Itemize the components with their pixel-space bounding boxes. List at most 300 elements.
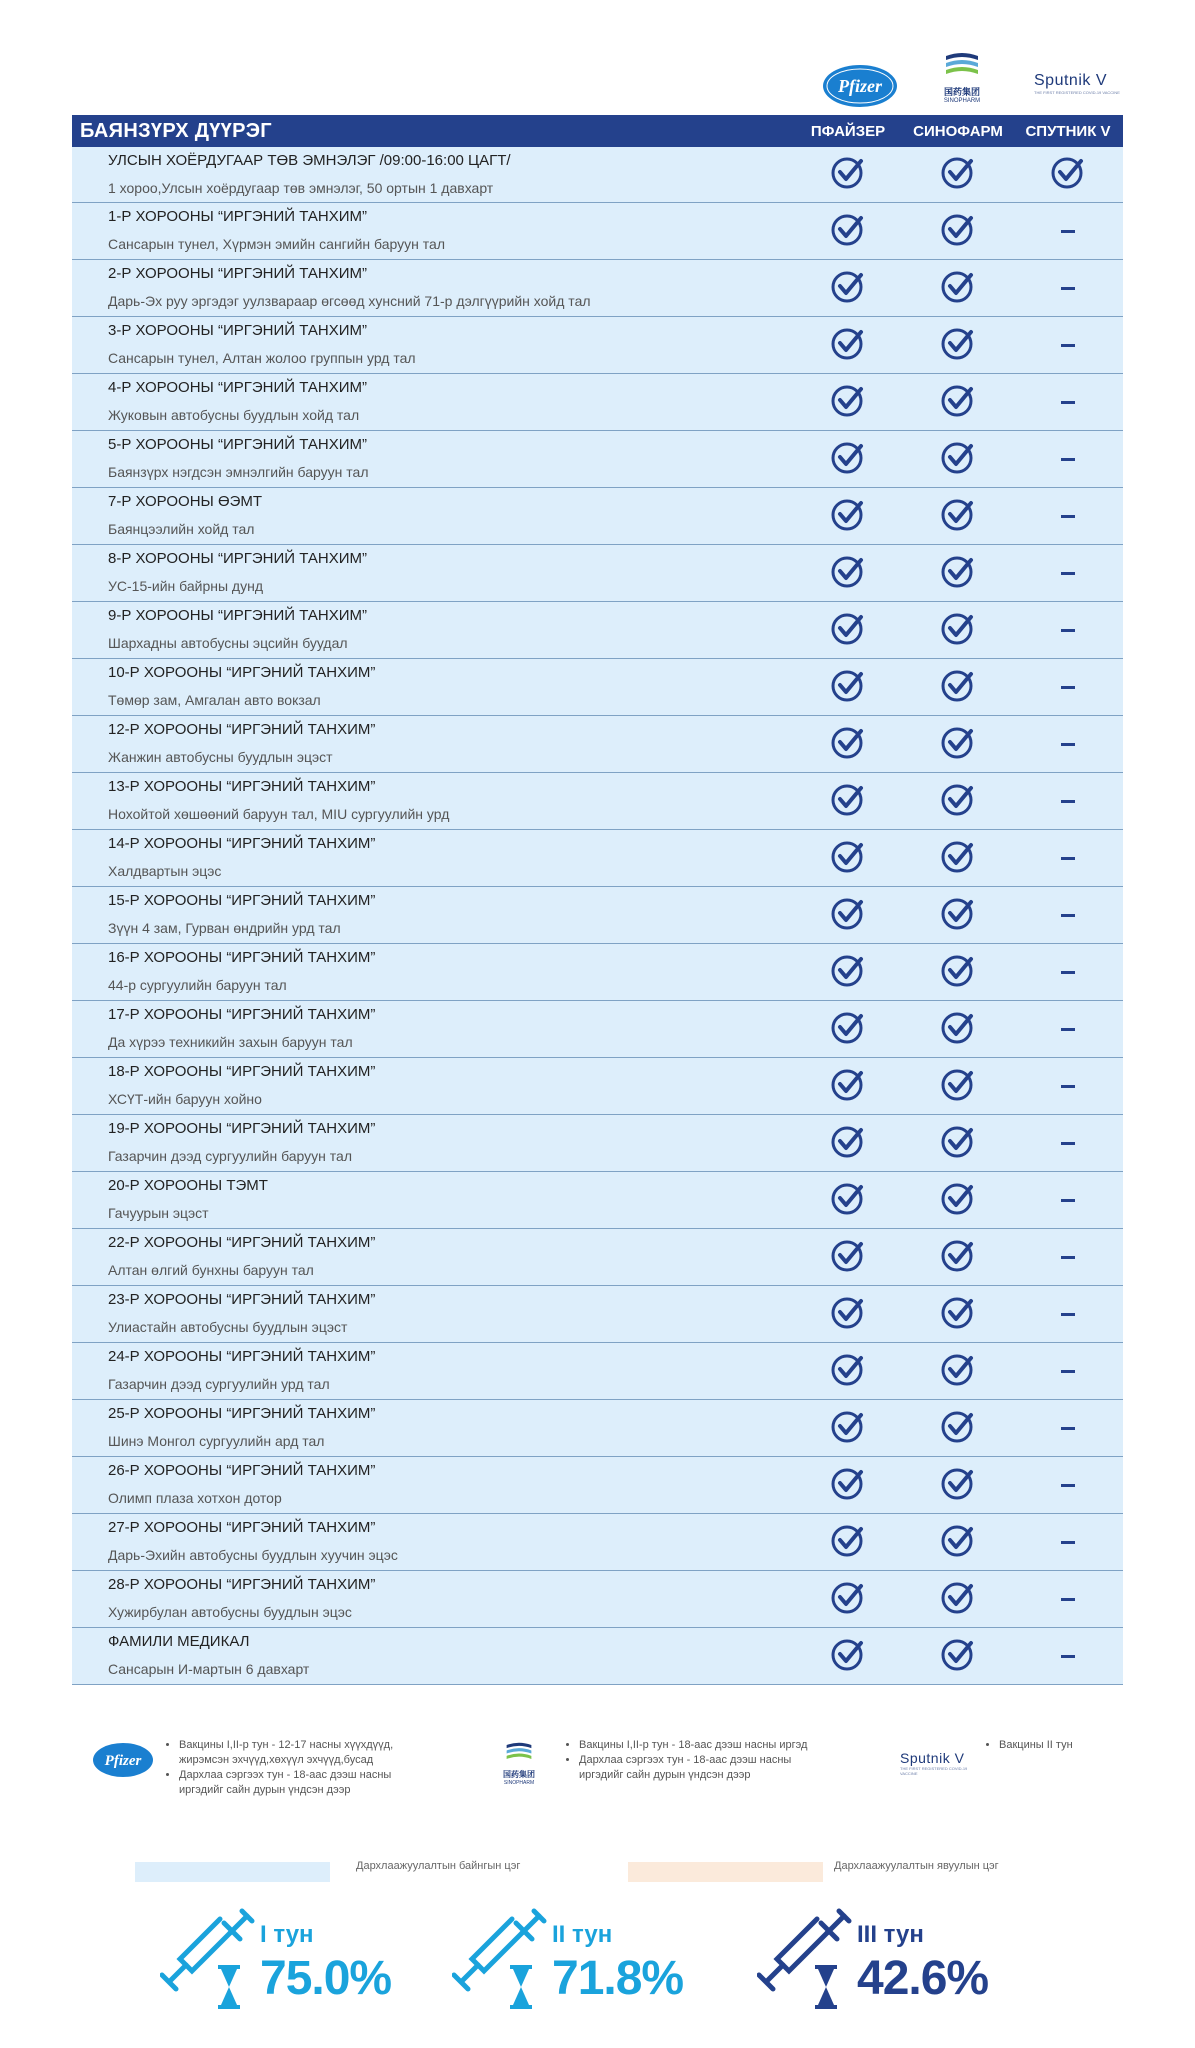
location-address: Дарь-Эх руу эргэдэг уулзвараар өгсөөд хунсний 71-р дэлгүүрийн хойд тал	[108, 293, 591, 309]
sinopharm-cell	[903, 317, 1013, 373]
check-icon	[940, 325, 976, 366]
dash-icon	[1061, 1313, 1075, 1316]
location-name: 24-Р ХОРООНЫ “ИРГЭНИЙ ТАНХИМ”	[108, 1348, 376, 1365]
table-row	[72, 716, 1123, 773]
check-icon	[830, 1408, 866, 1449]
legend-pfizer-item: • Вакцины I,II-р тун - 12-17 насны хүүхдүүд, жирэмсэн эхчүүд,хөхүүл эхчүүд,бусад	[179, 1738, 425, 1768]
sputnik-cell	[1013, 1229, 1123, 1285]
location-address: Газарчин дээд сургуулийн урд тал	[108, 1376, 330, 1392]
check-icon	[940, 610, 976, 651]
sputnik-cell	[1013, 1115, 1123, 1171]
sinopharm-cell	[903, 1457, 1013, 1513]
pfizer-cell	[793, 147, 903, 202]
location-info	[72, 1457, 793, 1513]
sputnik-cell	[1013, 1514, 1123, 1570]
dash-icon	[1061, 1199, 1075, 1202]
location-info	[72, 431, 793, 487]
location-info	[72, 773, 793, 829]
dash-icon	[1061, 1655, 1075, 1658]
sputnik-cell	[1013, 887, 1123, 943]
district-title: БАЯНЗҮРХ ДҮҮРЭГ	[80, 119, 272, 142]
location-name: 28-Р ХОРООНЫ “ИРГЭНИЙ ТАНХИМ”	[108, 1576, 376, 1593]
location-address: Сансарын тунел, Алтан жолоо группын урд тал	[108, 350, 416, 366]
location-info	[72, 1229, 793, 1285]
location-name: ФАМИЛИ МЕДИКАЛ	[108, 1633, 250, 1650]
sinopharm-cell	[903, 431, 1013, 487]
sputnik-cell	[1013, 1001, 1123, 1057]
sinopharm-cell	[903, 1343, 1013, 1399]
pfizer-cell	[793, 260, 903, 316]
sinopharm-cell	[903, 545, 1013, 601]
check-icon	[830, 382, 866, 423]
pfizer-cell	[793, 944, 903, 1000]
check-icon	[830, 952, 866, 993]
location-name: 20-Р ХОРООНЫ ТЭМТ	[108, 1177, 268, 1194]
location-name: 5-Р ХОРООНЫ “ИРГЭНИЙ ТАНХИМ”	[108, 436, 367, 453]
location-info	[72, 716, 793, 772]
dash-icon	[1061, 458, 1075, 461]
location-info	[72, 317, 793, 373]
legend-sino-item: • Вакцины I,II-р тун - 18-аас дээш насны иргэд	[579, 1738, 825, 1753]
pfizer-cell	[793, 203, 903, 259]
stat-dose-3	[757, 1905, 1017, 2015]
location-name: 18-Р ХОРООНЫ “ИРГЭНИЙ ТАНХИМ”	[108, 1063, 376, 1080]
sinopharm-cell	[903, 203, 1013, 259]
location-name: 17-Р ХОРООНЫ “ИРГЭНИЙ ТАНХИМ”	[108, 1006, 376, 1023]
dash-icon	[1061, 743, 1075, 746]
location-name: УЛСЫН ХОЁРДУГААР ТӨВ ЭМНЭЛЭГ /09:00-16:00 ЦАГТ/	[108, 152, 511, 169]
check-icon	[940, 154, 976, 195]
legend-sputnik-item: • Вакцины II тун	[999, 1738, 1135, 1753]
table-row	[72, 203, 1123, 260]
location-address: Да хүрээ техникийн захын баруун тал	[108, 1034, 353, 1050]
check-icon	[940, 496, 976, 537]
sinopharm-cell	[903, 260, 1013, 316]
check-icon	[830, 154, 866, 195]
col-sputnik: СПУТНИК V	[1025, 122, 1111, 140]
sinopharm-cell	[903, 1571, 1013, 1627]
legend-sino-en: SINOPHARM	[503, 1780, 535, 1786]
location-name: 12-Р ХОРООНЫ “ИРГЭНИЙ ТАНХИМ”	[108, 721, 376, 738]
col-pfizer: ПФАЙЗЕР	[810, 122, 886, 140]
table-body	[72, 147, 1123, 1685]
check-icon	[830, 1522, 866, 1563]
location-name: 14-Р ХОРООНЫ “ИРГЭНИЙ ТАНХИМ”	[108, 835, 376, 852]
location-name: 2-Р ХОРООНЫ “ИРГЭНИЙ ТАНХИМ”	[108, 265, 367, 282]
sputnik-cell	[1013, 1172, 1123, 1228]
pfizer-cell	[793, 1571, 903, 1627]
location-address: Гачуурын эцэст	[108, 1205, 209, 1221]
pfizer-cell	[793, 1343, 903, 1399]
check-icon	[830, 1465, 866, 1506]
sputnik-cell	[1013, 659, 1123, 715]
sinopharm-en: SINOPHARM	[943, 98, 981, 104]
sputnik-cell	[1013, 488, 1123, 544]
pfizer-logo-text: Pfizer	[838, 76, 882, 96]
check-icon	[830, 1066, 866, 1107]
sinopharm-cell	[903, 773, 1013, 829]
table-row	[72, 602, 1123, 659]
location-name: 8-Р ХОРООНЫ “ИРГЭНИЙ ТАНХИМ”	[108, 550, 367, 567]
sputnik-cell	[1013, 317, 1123, 373]
sputnik-cell	[1013, 830, 1123, 886]
location-address: Сансарын И-мартын 6 давхарт	[108, 1661, 310, 1677]
table-row	[72, 1571, 1123, 1628]
table-row	[72, 488, 1123, 545]
check-icon	[940, 268, 976, 309]
sputnik-cell	[1013, 1457, 1123, 1513]
location-info	[72, 1628, 793, 1684]
check-icon	[940, 1123, 976, 1164]
sputnik-cell	[1013, 716, 1123, 772]
dash-icon	[1061, 1256, 1075, 1259]
pfizer-cell	[793, 602, 903, 658]
location-info	[72, 1172, 793, 1228]
location-name: 23-Р ХОРООНЫ “ИРГЭНИЙ ТАНХИМ”	[108, 1291, 376, 1308]
vaccination-points-table	[72, 115, 1123, 1685]
location-name: 26-Р ХОРООНЫ “ИРГЭНИЙ ТАНХИМ”	[108, 1462, 376, 1479]
sputnik-logo-text: Sputnik V	[1034, 72, 1107, 89]
pfizer-cell	[793, 1400, 903, 1456]
location-address: Олимп плаза хотхон дотор	[108, 1490, 282, 1506]
check-icon	[830, 1180, 866, 1221]
location-info	[72, 374, 793, 430]
sinopharm-cell	[903, 1115, 1013, 1171]
dash-icon	[1061, 344, 1075, 347]
location-address: Дарь-Эхийн автобусны буудлын хуучин эцэс	[108, 1547, 398, 1563]
dash-icon	[1061, 1370, 1075, 1373]
location-info	[72, 887, 793, 943]
table-row	[72, 1115, 1123, 1172]
table-row	[72, 1172, 1123, 1229]
pfizer-cell	[793, 887, 903, 943]
check-icon	[940, 439, 976, 480]
sinopharm-cell	[903, 602, 1013, 658]
location-info	[72, 659, 793, 715]
stat-dose-2	[452, 1905, 712, 2015]
location-name: 1-Р ХОРООНЫ “ИРГЭНИЙ ТАНХИМ”	[108, 208, 367, 225]
sputnik-cell	[1013, 602, 1123, 658]
dash-icon	[1061, 686, 1075, 689]
location-info	[72, 1001, 793, 1057]
sputnik-cell	[1013, 773, 1123, 829]
sinopharm-cell	[903, 830, 1013, 886]
check-icon	[830, 667, 866, 708]
sinopharm-logo	[940, 50, 984, 110]
sinopharm-cell	[903, 887, 1013, 943]
dash-icon	[1061, 230, 1075, 233]
table-row	[72, 374, 1123, 431]
location-address: Шархадны автобусны эцсийн буудал	[108, 635, 348, 651]
pfizer-cell	[793, 1628, 903, 1684]
dash-icon	[1061, 857, 1075, 860]
pfizer-cell	[793, 1115, 903, 1171]
location-address: Жуковын автобусны буудлын хойд тал	[108, 407, 360, 423]
table-row	[72, 1343, 1123, 1400]
location-address: УС-15-ийн байрны дунд	[108, 578, 264, 594]
check-icon	[830, 724, 866, 765]
location-address: Хужирбулан автобусны буудлын эцэс	[108, 1604, 352, 1620]
location-info	[72, 1343, 793, 1399]
check-icon	[830, 781, 866, 822]
pfizer-cell	[793, 488, 903, 544]
location-name: 25-Р ХОРООНЫ “ИРГЭНИЙ ТАНХИМ”	[108, 1405, 376, 1422]
location-info	[72, 1571, 793, 1627]
check-icon	[830, 439, 866, 480]
syringe-hourglass-icon	[160, 1905, 256, 2015]
table-row	[72, 1628, 1123, 1685]
table-row	[72, 1001, 1123, 1058]
location-address: Баянцээлийн хойд тал	[108, 521, 255, 537]
location-address: Баянзүрх нэгдсэн эмнэлгийн баруун тал	[108, 464, 369, 480]
location-address: Төмөр зам, Амгалан авто вокзал	[108, 692, 321, 708]
table-header	[72, 115, 1123, 147]
dash-icon	[1061, 287, 1075, 290]
sinopharm-cn: 国药集团	[943, 87, 980, 97]
legend-sputnik	[985, 1738, 1135, 1753]
dash-icon	[1061, 1085, 1075, 1088]
table-row	[72, 659, 1123, 716]
sinopharm-cell	[903, 1628, 1013, 1684]
pfizer-cell	[793, 431, 903, 487]
dose-stats	[0, 1905, 1195, 2015]
location-address: Жанжин автобусны буудлын эцэст	[108, 749, 333, 765]
check-icon	[830, 1123, 866, 1164]
sinopharm-cell	[903, 1001, 1013, 1057]
check-icon	[830, 211, 866, 252]
location-info	[72, 1286, 793, 1342]
legend-sinopharm	[565, 1738, 825, 1783]
fixed-point-swatch	[135, 1862, 330, 1882]
location-info	[72, 488, 793, 544]
sinopharm-cell	[903, 1286, 1013, 1342]
pfizer-cell	[793, 545, 903, 601]
sinopharm-cell	[903, 1514, 1013, 1570]
check-icon	[830, 610, 866, 651]
table-row	[72, 317, 1123, 374]
dose-percent: 75.0%	[260, 1952, 392, 2005]
location-address: Улиастайн автобусны буудлын эцэст	[108, 1319, 348, 1335]
location-name: 16-Р ХОРООНЫ “ИРГЭНИЙ ТАНХИМ”	[108, 949, 376, 966]
dose-label: III тун	[857, 1921, 924, 1948]
sinopharm-cell	[903, 374, 1013, 430]
pfizer-cell	[793, 1172, 903, 1228]
sinopharm-cell	[903, 488, 1013, 544]
location-address: Алтан өлгий бунхны баруун тал	[108, 1262, 314, 1278]
check-icon	[830, 268, 866, 309]
sputnik-cell	[1013, 1628, 1123, 1684]
location-address: Сансарын тунел, Хүрмэн эмийн сангийн баруун тал	[108, 236, 445, 252]
location-address: Шинэ Монгол сургуулийн ард тал	[108, 1433, 325, 1449]
check-icon	[1050, 154, 1086, 195]
table-row	[72, 1457, 1123, 1514]
dash-icon	[1061, 1484, 1075, 1487]
location-name: 3-Р ХОРООНЫ “ИРГЭНИЙ ТАНХИМ”	[108, 322, 367, 339]
check-icon	[940, 952, 976, 993]
pfizer-cell	[793, 1514, 903, 1570]
dash-icon	[1061, 1598, 1075, 1601]
dose-label: II тун	[552, 1921, 613, 1948]
check-icon	[830, 496, 866, 537]
legend-sputnik-logo	[900, 1750, 980, 1776]
table-row	[72, 431, 1123, 488]
location-info	[72, 203, 793, 259]
location-info	[72, 602, 793, 658]
pfizer-cell	[793, 1001, 903, 1057]
sputnik-cell	[1013, 203, 1123, 259]
location-name: 7-Р ХОРООНЫ ӨЭМТ	[108, 493, 263, 510]
mobile-point-label: Дархлаажуулалтын явуулын цэг	[834, 1860, 999, 1872]
check-icon	[940, 895, 976, 936]
mobile-point-swatch	[628, 1862, 823, 1882]
location-name: 27-Р ХОРООНЫ “ИРГЭНИЙ ТАНХИМ”	[108, 1519, 376, 1536]
legend-pfizer-item: • Дархлаа сэргээх тун - 18-аас дээш насны иргэдийг сайн дурын үндсэн дээр	[179, 1768, 425, 1798]
pfizer-cell	[793, 317, 903, 373]
sputnik-cell	[1013, 545, 1123, 601]
syringe-hourglass-icon	[452, 1905, 548, 2015]
table-row	[72, 887, 1123, 944]
sputnik-logo	[1034, 72, 1122, 106]
pfizer-cell	[793, 1229, 903, 1285]
location-info	[72, 1400, 793, 1456]
check-icon	[830, 1579, 866, 1620]
legend-sino-item: • Дархлаа сэргээх тун - 18-аас дээш насны иргэдийг сайн дурын үндсэн дээр	[579, 1753, 825, 1783]
sputnik-cell	[1013, 1286, 1123, 1342]
table-row	[72, 1229, 1123, 1286]
table-row	[72, 1514, 1123, 1571]
dose-label: I тун	[260, 1921, 314, 1948]
check-icon	[940, 211, 976, 252]
sputnik-cell	[1013, 431, 1123, 487]
location-address: ХСҮТ-ийн баруун хойно	[108, 1091, 262, 1107]
sinopharm-cell	[903, 1058, 1013, 1114]
location-info	[72, 1514, 793, 1570]
check-icon	[940, 1579, 976, 1620]
table-row	[72, 147, 1123, 203]
sputnik-logo-sub: THE FIRST REGISTERED COVID-19 VACCINE	[1034, 90, 1120, 95]
syringe-hourglass-icon	[757, 1905, 853, 2015]
location-address: Халдвартын эцэс	[108, 863, 222, 879]
sinopharm-cell	[903, 147, 1013, 202]
check-icon	[830, 838, 866, 879]
check-icon	[830, 553, 866, 594]
sinopharm-cell	[903, 1172, 1013, 1228]
location-name: 22-Р ХОРООНЫ “ИРГЭНИЙ ТАНХИМ”	[108, 1234, 376, 1251]
location-address: 1 хороо,Улсын хоёрдугаар төв эмнэлэг, 50 ортын 1 давхарт	[108, 180, 494, 196]
pfizer-cell	[793, 374, 903, 430]
location-info	[72, 260, 793, 316]
pfizer-cell	[793, 773, 903, 829]
dash-icon	[1061, 1541, 1075, 1544]
check-icon	[830, 895, 866, 936]
legend-sino-cn: 国药集团	[503, 1770, 535, 1779]
check-icon	[830, 1294, 866, 1335]
legend	[0, 1738, 1195, 1818]
sputnik-cell	[1013, 374, 1123, 430]
table-row	[72, 1058, 1123, 1115]
pfizer-cell	[793, 1058, 903, 1114]
check-icon	[940, 1408, 976, 1449]
pfizer-cell	[793, 659, 903, 715]
pfizer-cell	[793, 1457, 903, 1513]
check-icon	[830, 1636, 866, 1677]
legend-sputnik-text: Sputnik V	[900, 1750, 965, 1766]
check-icon	[940, 1237, 976, 1278]
check-icon	[830, 1237, 866, 1278]
location-address: Газарчин дээд сургуулийн баруун тал	[108, 1148, 353, 1164]
check-icon	[830, 1351, 866, 1392]
location-address: Нохойтой хөшөөний баруун тал, MIU сургуулийн урд	[108, 806, 450, 822]
legend-pfizer	[165, 1738, 425, 1798]
table-row	[72, 1400, 1123, 1457]
legend-pfizer-logo	[92, 1742, 154, 1783]
location-name: 13-Р ХОРООНЫ “ИРГЭНИЙ ТАНХИМ”	[108, 778, 376, 795]
check-icon	[830, 1009, 866, 1050]
dash-icon	[1061, 971, 1075, 974]
dash-icon	[1061, 1028, 1075, 1031]
table-row	[72, 773, 1123, 830]
check-icon	[940, 1465, 976, 1506]
table-row	[72, 260, 1123, 317]
location-info	[72, 545, 793, 601]
check-icon	[940, 724, 976, 765]
legend-pfizer-text: Pfizer	[104, 1753, 142, 1769]
dash-icon	[1061, 914, 1075, 917]
fixed-point-label: Дархлаажуулалтын байнгын цэг	[356, 1860, 521, 1872]
sinopharm-cell	[903, 1400, 1013, 1456]
location-name: 15-Р ХОРООНЫ “ИРГЭНИЙ ТАНХИМ”	[108, 892, 376, 909]
pfizer-logo	[822, 64, 898, 108]
location-name: 4-Р ХОРООНЫ “ИРГЭНИЙ ТАНХИМ”	[108, 379, 367, 396]
dash-icon	[1061, 515, 1075, 518]
dose-percent: 71.8%	[552, 1952, 684, 2005]
location-name: 9-Р ХОРООНЫ “ИРГЭНИЙ ТАНХИМ”	[108, 607, 367, 624]
check-icon	[940, 667, 976, 708]
location-address: 44-р сургуулийн баруун тал	[108, 977, 287, 993]
dash-icon	[1061, 629, 1075, 632]
sputnik-cell	[1013, 260, 1123, 316]
table-row	[72, 830, 1123, 887]
sputnik-cell	[1013, 944, 1123, 1000]
sputnik-cell	[1013, 147, 1123, 202]
pfizer-cell	[793, 830, 903, 886]
location-info	[72, 147, 793, 202]
dash-icon	[1061, 401, 1075, 404]
check-icon	[940, 838, 976, 879]
sputnik-cell	[1013, 1058, 1123, 1114]
sinopharm-cell	[903, 659, 1013, 715]
check-icon	[940, 1636, 976, 1677]
location-info	[72, 944, 793, 1000]
table-row	[72, 545, 1123, 602]
table-row	[72, 944, 1123, 1001]
sputnik-cell	[1013, 1400, 1123, 1456]
location-name: 19-Р ХОРООНЫ “ИРГЭНИЙ ТАНХИМ”	[108, 1120, 376, 1137]
dose-percent: 42.6%	[857, 1952, 989, 2005]
check-icon	[940, 382, 976, 423]
dash-icon	[1061, 800, 1075, 803]
check-icon	[940, 1066, 976, 1107]
location-info	[72, 1115, 793, 1171]
dash-icon	[1061, 572, 1075, 575]
location-name: 10-Р ХОРООНЫ “ИРГЭНИЙ ТАНХИМ”	[108, 664, 376, 681]
location-info	[72, 1058, 793, 1114]
dash-icon	[1061, 1427, 1075, 1430]
check-icon	[940, 1009, 976, 1050]
table-row	[72, 1286, 1123, 1343]
legend-sputnik-sub: THE FIRST REGISTERED COVID-19 VACCINE	[900, 1766, 968, 1776]
location-address: Зүүн 4 зам, Гурван өндрийн урд тал	[108, 920, 341, 936]
